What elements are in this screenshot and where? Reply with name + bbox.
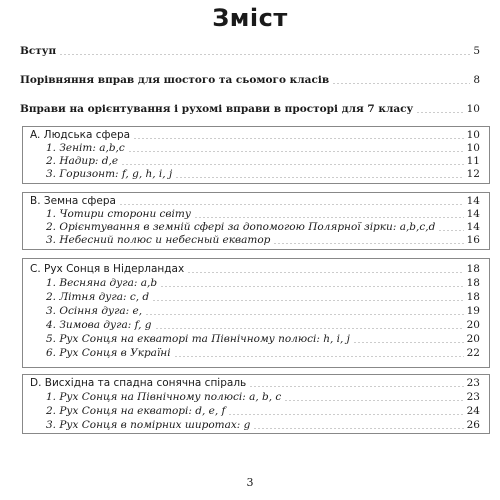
toc-entry-label: Порівняння вправ для шостого та сьомого класів [20, 74, 330, 86]
dot-leader [187, 272, 463, 273]
toc-section-label: A. Людська сфера [30, 129, 131, 141]
toc-entry-page: 26 [466, 419, 480, 431]
dot-leader [438, 230, 463, 231]
toc-entry-label: 1. Весняна дуга: a,b [46, 277, 158, 289]
toc-entry-label: 5. Рух Сонця на екваторі та Північному полюсі: h, i, j [46, 333, 350, 345]
toc-entry-page: 10 [466, 142, 480, 154]
dot-leader [119, 204, 464, 205]
toc-entry-page: 20 [466, 319, 480, 331]
toc-entry-page: 16 [466, 234, 480, 246]
dot-leader [155, 328, 464, 329]
toc-entry-page: 23 [466, 391, 480, 403]
toc-entry-label: 6. Рух Сонця в Україні [46, 347, 171, 359]
toc-entry-page: 22 [466, 347, 480, 359]
toc-sub-entry[interactable] [0, 233, 500, 247]
toc-entry-label: 3. Осіння дуга: e, [46, 305, 143, 317]
toc-entry-label: 2. Надир: d,e [46, 155, 119, 167]
page-title: Зміст [212, 4, 288, 32]
toc-entry-page: 18 [466, 277, 480, 289]
toc-entry-page: 8 [473, 74, 480, 86]
toc-sub-entry[interactable] [0, 304, 500, 318]
dot-leader [228, 414, 463, 415]
toc-entry-page: 24 [466, 405, 480, 417]
toc-sub-entry[interactable] [0, 332, 500, 346]
toc-entry-page: 12 [466, 168, 480, 180]
toc-sub-entry[interactable] [0, 290, 500, 304]
toc-entry-exercises[interactable] [0, 102, 500, 116]
toc-sub-entry[interactable] [0, 154, 500, 168]
toc-entry-page: 14 [466, 221, 480, 233]
toc-entry-label: 1. Чотири сторони світу [46, 208, 191, 220]
toc-entry-label: 2. Літня дуга: c, d [46, 291, 150, 303]
toc-entry-comparison[interactable] [0, 73, 500, 87]
toc-entry-label: 3. Рух Сонця в помірних широтах: g [46, 419, 251, 431]
dot-leader [194, 217, 464, 218]
toc-sub-entry[interactable] [0, 346, 500, 360]
dot-leader [133, 138, 464, 139]
dot-leader [284, 400, 463, 401]
toc-entry-label: 4. Зимова дуга: f, g [46, 319, 152, 331]
toc-sub-entry[interactable] [0, 276, 500, 290]
toc-sub-entry[interactable] [0, 141, 500, 155]
toc-entry-page: 20 [466, 333, 480, 345]
toc-entry-label: 2. Рух Сонця на екваторі: d, e, f [46, 405, 226, 417]
dot-leader [121, 164, 464, 165]
toc-sub-entry[interactable] [0, 220, 500, 234]
dot-leader [353, 342, 464, 343]
page-number: 3 [246, 476, 254, 489]
toc-section-label: B. Земна сфера [30, 195, 116, 207]
toc-sub-entry[interactable] [0, 318, 500, 332]
toc-entry-label: 2. Орієнтування в земній сфері за допомогою Полярної зірки: a,b,c,d [46, 221, 436, 233]
toc-entry-label: 3. Горизонт: f, g, h, i, j [46, 168, 173, 180]
dot-leader [253, 428, 463, 429]
toc-entry-page: 18 [466, 291, 480, 303]
dot-leader [174, 356, 464, 357]
dot-leader [175, 177, 463, 178]
toc-section-a[interactable] [0, 128, 500, 142]
toc-sub-entry[interactable] [0, 207, 500, 221]
toc-entry-label: Вправи на орієнтування і рухомі вправи в просторі для 7 класу [20, 103, 414, 115]
toc-entry-label: 1. Зеніт: a,b,c [46, 142, 125, 154]
dot-leader [273, 243, 463, 244]
dot-leader [128, 151, 464, 152]
toc-entry-page: 14 [466, 195, 480, 207]
toc-entry-page: 10 [466, 103, 480, 115]
toc-entry-page: 10 [466, 129, 480, 141]
toc-entry-label: 1. Рух Сонця на Північному полюсі: a, b, c [46, 391, 282, 403]
toc-entry-label: Вступ [20, 45, 57, 57]
toc-entry-page: 19 [466, 305, 480, 317]
toc-entry-page: 23 [466, 377, 480, 389]
toc-sub-entry[interactable] [0, 167, 500, 181]
toc-entry-page: 18 [466, 263, 480, 275]
toc-sub-entry[interactable] [0, 418, 500, 432]
toc-sub-entry[interactable] [0, 404, 500, 418]
dot-leader [416, 112, 463, 113]
dot-leader [152, 300, 464, 301]
toc-section-label: C. Рух Сонця в Нідерландах [30, 263, 185, 275]
dot-leader [160, 286, 464, 287]
toc-entry-page: 5 [473, 45, 480, 57]
toc-entry-label: 3. Небесний полюс и небесный екватор [46, 234, 271, 246]
toc-entry-page: 14 [466, 208, 480, 220]
dot-leader [145, 314, 464, 315]
toc-section-label: D. Висхідна та спадна сонячна спіраль [30, 377, 247, 389]
dot-leader [249, 386, 463, 387]
toc-entry-page: 11 [466, 155, 480, 167]
toc-entry-intro[interactable] [0, 44, 500, 58]
toc-section-d[interactable] [0, 376, 500, 390]
toc-sub-entry[interactable] [0, 390, 500, 404]
toc-section-c[interactable] [0, 262, 500, 276]
toc-section-b[interactable] [0, 194, 500, 208]
dot-leader [332, 83, 470, 84]
dot-leader [59, 54, 470, 55]
